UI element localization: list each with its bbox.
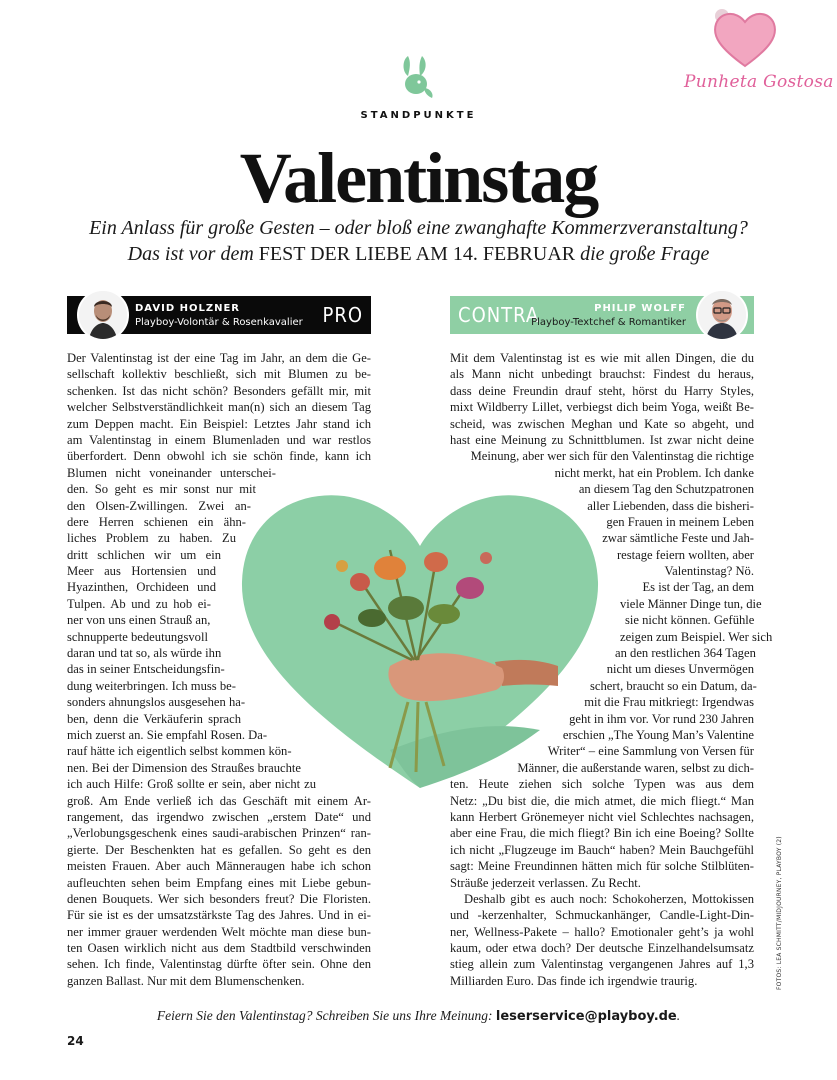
text-line: den. So geht es mir sonst nur mit [67, 482, 256, 497]
text-line: ben, denn die Verkäuferin sprach [67, 711, 241, 726]
text-line: rauf hätte ich eigentlich selbst kommen kön- [67, 744, 292, 759]
text-line: an diesem Tag den Schutzpatronen [578, 482, 754, 497]
text-line: stieg allein zum Valentinstag vergangenen Jahres auf 1,3 [450, 957, 754, 972]
text-line: dere Herren schienen ein ähn- [67, 514, 246, 529]
text-line: Deshalb gibt es auch noch: Schokoherzen, Mottokissen [464, 891, 754, 906]
text-line: sehen. Ich finde, Valentinstag dürfte öfter sein. Ohne den [67, 957, 371, 972]
bunny-logo-icon [398, 54, 438, 104]
dek-pre: Das ist vor dem [127, 243, 254, 265]
text-line: erschien „The Young Man’s Valentine [562, 727, 754, 742]
text-line: Blumen nicht voneinander unterschei- [67, 465, 276, 480]
text-line: mit die Frau mitkriegt: Irgendwas [584, 695, 754, 710]
dek-caps: FEST DER LIEBE AM 14. FEBRUAR [258, 243, 576, 265]
text-line: an den restlichen 364 Tagen [615, 646, 756, 661]
text-line: aufleuchten sehen beim Empfang eines mit Liebe gebun- [67, 875, 371, 890]
text-line: ten Oasen wirklich nicht aus dem Stadtbild verschwinden [67, 941, 371, 956]
text-line: zwar sämtliche Feste und Jah- [602, 531, 754, 546]
text-line: aller Liebenden, dass die bisheri- [587, 498, 754, 513]
text-line: groß. Am Ende verließ ich das Geschäft mit einem Ar- [67, 793, 371, 808]
contra-author-role: Playboy-Textchef & Romantiker [531, 317, 686, 328]
text-line: Tulpen. Ab und zu hob ei- [67, 596, 211, 611]
text-line: ich auch Hilfe: Groß sollte er sein, aber nicht zu [67, 777, 316, 792]
footer-email-link[interactable]: leserservice@playboy.de [495, 1009, 677, 1024]
text-line: rangement, das irgendwo zwischen „erstem Date“ und [67, 809, 371, 824]
text-line: kaum, oder etwa doch? Der deutsche Einzelhandelsumsatz [450, 941, 754, 956]
watermark [680, 0, 837, 100]
text-line: zeigen zum Beispiel. Wer sich [620, 629, 773, 644]
page-title: Valentinstag [239, 138, 598, 218]
text-line: „Verlobungsgeschenk eines saudi-arabischen Prinzen“ ran- [67, 826, 371, 841]
page-number: 24 [67, 1034, 84, 1048]
text-line: denen Bouquets. Wer sich besonders freut? Die Floristen. [67, 891, 371, 906]
contra-tag: CONTRA [458, 303, 540, 327]
text-line: Hyazinthen, Orchideen und [67, 580, 216, 595]
text-line: ner von uns einen Strauß an, [67, 613, 211, 628]
text-line: welcher Selbstverständlichkeit man(n) sich an diesem Tag [67, 400, 371, 415]
text-line: daran und tat so, als würde ihn [67, 646, 222, 661]
pro-author-name: DAVID HOLZNER [135, 303, 240, 314]
text-line: mich zuerst an. Sie empfahl Rosen. Da- [67, 727, 268, 742]
text-line: nicht merkt, hat ein Problem. Ich danke [554, 465, 754, 480]
text-line: mixt Wildberry Lillet, verbiegst dich beim Yoga, weißt Be- [450, 400, 754, 415]
text-line: nicht um dieses Unvermögen [606, 662, 754, 677]
text-line: ner, Wellness-Pakete – hallo? Emotionaler geht’s ja wohl [450, 924, 754, 939]
text-line: zum Deppen macht. Ein Beispiel: Letztes Jahr stand ich [67, 416, 371, 431]
text-line: sellschaft kollektiv beschließt, sich mit Blumen zu be- [67, 367, 371, 382]
text-line: scheid, was zwischen Meghan und Kate so abgeht, und [450, 416, 754, 431]
text-line: Es ist der Tag, an dem [642, 580, 754, 595]
photo-credit [776, 830, 786, 990]
text-line: meisten Frauen. Aber auch Männeraugen habe ich schon [67, 859, 371, 874]
text-line: Der Valentinstag ist der eine Tag im Jahr, an dem die Ge- [67, 351, 371, 365]
text-line: Netz: „Du bist die, die mich atmet, die mich fliegt.“ Man [450, 793, 754, 808]
text-line: überfordert. Denn obwohl ich sie schön finde, kann ich [67, 449, 371, 464]
contra-author-name: PHILIP WOLFF [594, 303, 686, 314]
text-line: sonders ahnungslos ausgesehen ha- [67, 695, 246, 710]
text-line: schert, braucht so ein Datum, da- [590, 678, 757, 693]
text-line: nen. Bei der Dimension des Straußes brauchte [67, 760, 301, 775]
text-line: sie nicht können. Gefühle [625, 613, 755, 628]
text-line: Writer“ – eine Sammlung von Versen für [547, 744, 754, 759]
text-line: kann Herbert Grönemeyer nicht viel Schlechtes nachsagen, [450, 809, 754, 824]
text-line: schenken. Ist das nicht schön? Besonders gefällt mir, mit [67, 383, 371, 398]
text-line: am Valentinstag in einem Blumenladen und war restlos [67, 432, 371, 447]
text-line: Milliarden Euro. Das finde ich irgendwie traurig. [450, 973, 698, 988]
watermark-text: Punheta Gostosa [684, 72, 834, 92]
text-line: dass deine Freundin drauf steht, hörst du Harry Styles, [450, 383, 754, 398]
text-line: Männer, die außerstande waren, selbst zu dich- [517, 760, 754, 775]
text-line: als Mann nicht unbedingt brauchst: Findest du heraus, [450, 367, 754, 382]
text-line: den Olsen-Zwillingen. Zwei an- [67, 498, 251, 513]
text-line: hast eine Meinung zu Schnittblumen. Ist zwar nicht deine [450, 432, 754, 447]
pro-tag: PRO [322, 303, 363, 327]
text-line: ganzen Ballast. Nur mit dem Blumenschenken. [67, 973, 305, 988]
text-line: ten. Heute ziehen sich solche Typen was aus dem [450, 777, 754, 792]
text-line: Meer aus Hortensien und [67, 564, 216, 579]
text-line: Sträuße jederzeit verlassen. Zu Recht. [450, 875, 641, 890]
contra-author-bar [450, 296, 754, 334]
text-line: Meinung, aber wer sich für den Valentinstag die richtige [470, 449, 754, 464]
dek-line-1: Ein Anlass für große Gesten – oder bloß eine zwanghafte Kommerzveranstaltung? [89, 217, 748, 239]
text-line: das in seiner Entscheidungsfin- [67, 662, 225, 677]
contra-column [450, 350, 773, 989]
text-line: Für sie ist es der umsatzstärkste Tag des Jahres. Und in ei- [67, 908, 371, 923]
text-line: gen Frauen in meinem Leben [606, 514, 754, 529]
avatar-david-holzner [77, 289, 129, 341]
text-line: dritt schlichen wir um ein [67, 547, 221, 562]
text-line: ner immer grauer werdenden Welt möchte man diese bun- [67, 924, 371, 939]
text-line: viele Männer Dinge tun, die [620, 596, 762, 611]
text-line: liches Problem zu haben. Zu [67, 531, 236, 546]
text-line: und -kerzenhalter, Schmuckanhänger, Candle-Light-Din- [450, 908, 754, 923]
pro-author-bar [67, 296, 371, 334]
footer-prompt [0, 1008, 837, 1024]
text-line: geht in ihm vor. Vor rund 230 Jahren [569, 711, 754, 726]
text-line: gierte. Der Beschenkten hat es gefallen. So geht es den [67, 842, 371, 857]
text-line: aber eine Frau, die mich fliegt? Bin ich eine Boeing? Sollte [450, 826, 754, 841]
footer-period: . [676, 1008, 681, 1023]
section-label: STANDPUNKTE [360, 110, 477, 121]
footer-question: Feiern Sie den Valentinstag? Schreiben Sie uns Ihre Meinung: [156, 1008, 493, 1023]
dek-post: die große Frage [580, 243, 710, 265]
pro-column [67, 350, 371, 989]
text-line: restage feiern wollten, aber [616, 547, 754, 562]
pro-author-role: Playboy-Volontär & Rosenkavalier [135, 317, 303, 328]
photo-credit-text: FOTOS: LEA SCHMITT/MIDJOURNEY, PLAYBOY (2) [776, 836, 783, 990]
text-line: Mit dem Valentinstag ist es wie mit allen Dingen, die du [450, 351, 754, 365]
dek-line-2 [60, 242, 777, 266]
text-line: schnupperte bedeutungsvoll [67, 629, 208, 644]
heart-logo-icon [710, 8, 780, 70]
avatar-philip-wolff [696, 289, 748, 341]
text-line: sagt: Meine Freundinnen hätten mich für solche Stilblüten- [450, 859, 754, 874]
text-line: ich nicht „Flugzeuge im Bauch“ haben? Mein Bauchgefühl [450, 842, 754, 857]
text-line: dung weiterbringen. Ich muss be- [67, 678, 236, 693]
text-line: Valentinstag? Nö. [664, 564, 754, 579]
